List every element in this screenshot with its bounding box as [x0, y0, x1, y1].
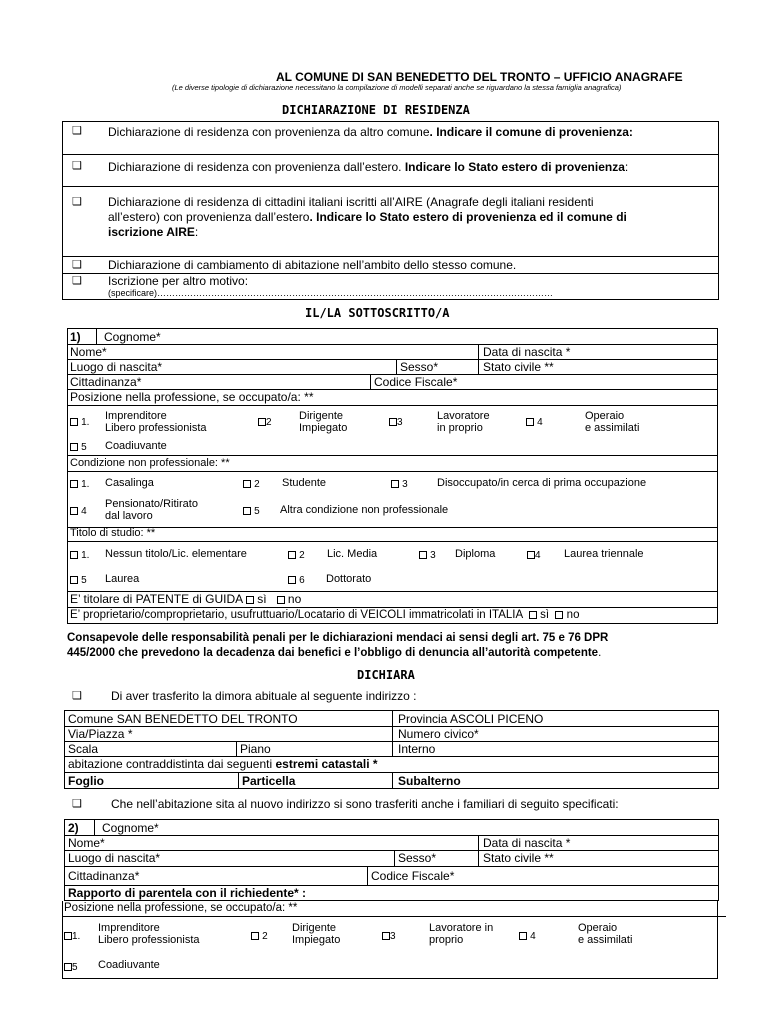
scala-field[interactable]: Scala	[68, 742, 99, 756]
residence-option-3-line1: Dichiarazione di residenza di cittadini italiani iscritti all’AIRE (Anagrafe degli italiani residenti	[108, 195, 594, 209]
prof-option-4[interactable]: 4	[526, 416, 543, 428]
sottoscritto-heading: IL/LA SOTTOSCRITTO/A	[305, 306, 450, 320]
residence-option-4: Dichiarazione di cambiamento di abitazione nell’ambito dello stesso comune.	[108, 258, 517, 272]
residence-option-1-checkbox[interactable]: ❑	[72, 125, 82, 137]
section-title: DICHIARAZIONE DI RESIDENZA	[282, 103, 470, 117]
familiare-data-nascita-field[interactable]: Data di nascita *	[483, 836, 571, 850]
cond-option-4-label: Pensionato/Ritirato dal lavoro	[105, 498, 198, 522]
cond-option-3-label: Disoccupato/in cerca di prima occupazione	[437, 477, 647, 489]
residence-option-1: Dichiarazione di residenza con provenienza da altro comune. Indicare il comune di provenienza:	[108, 125, 633, 139]
nome-field[interactable]: Nome*	[70, 345, 107, 359]
titolo-label: Titolo di studio: **	[70, 527, 156, 539]
familiare-prof-option-4-label: Operaio e assimilati	[578, 922, 633, 946]
dichiara-heading: DICHIARA	[357, 668, 415, 682]
prof-option-5-label: Coadiuvante	[105, 440, 167, 452]
familiare-prof-option-3[interactable]: 3	[382, 930, 396, 942]
familiare-codice-fiscale-field[interactable]: Codice Fiscale*	[371, 869, 455, 883]
form-subtitle: (Le diverse tipologie di dichiarazione necessitano la compilazione di modelli separati anche se riguardano la stessa famiglia anagrafica)	[172, 83, 622, 92]
office-title: AL COMUNE DI SAN BENEDETTO DEL TRONTO – UFFICIO ANAGRAFE	[276, 70, 683, 84]
subalterno-field[interactable]: Subalterno	[398, 774, 461, 788]
prof-option-3[interactable]: 3	[389, 416, 403, 428]
familiare-posizione-label: Posizione nella professione, se occupato/a: **	[64, 902, 298, 914]
familiare-cittadinanza-field[interactable]: Cittadinanza*	[68, 869, 140, 883]
familiare-stato-civile-field[interactable]: Stato civile **	[483, 851, 554, 865]
familiare-nome-field[interactable]: Nome*	[68, 836, 105, 850]
familiare-prof-option-2-label: Dirigente Impiegato	[292, 922, 341, 946]
comune-field: Comune SAN BENEDETTO DEL TRONTO	[68, 712, 298, 726]
studio-option-5-label: Laurea	[105, 573, 140, 585]
studio-option-3[interactable]: 3	[419, 549, 436, 561]
residence-option-2: Dichiarazione di residenza con provenienza dall’estero. Indicare lo Stato estero di provenienza:	[108, 160, 629, 174]
numero-civico-field[interactable]: Numero civico*	[398, 727, 479, 741]
familiare-prof-option-1-label: Imprenditore Libero professionista	[98, 922, 200, 946]
familiare-prof-option-1[interactable]: 1.	[64, 930, 80, 942]
consapevole-line2: 445/2000 che prevedono la decadenza dai benefici e l’obbligo di denuncia all’autorità competente.	[67, 647, 602, 659]
prof-option-5[interactable]: 5	[70, 441, 87, 453]
studio-option-3-label: Diploma	[455, 548, 496, 560]
person-1-table	[67, 328, 718, 624]
codice-fiscale-field[interactable]: Codice Fiscale*	[374, 375, 458, 389]
cond-option-4[interactable]: 4	[70, 505, 87, 517]
cond-option-3[interactable]: 3	[391, 478, 408, 490]
familiari-label: Che nell’abitazione sita al nuovo indirizzo si sono trasferiti anche i familiari di seguito specificati:	[111, 797, 619, 811]
studio-option-2[interactable]: 2	[288, 549, 305, 561]
studio-option-6[interactable]: 6	[288, 574, 305, 586]
residence-option-4-checkbox[interactable]: ❑	[72, 259, 82, 271]
rapporto-parentela-field[interactable]: Rapporto di parentela con il richiedente* :	[68, 886, 307, 900]
studio-option-1[interactable]: 1.	[70, 549, 89, 561]
familiare-sesso-field[interactable]: Sesso*	[398, 851, 437, 865]
via-field[interactable]: Via/Piazza *	[68, 727, 133, 741]
familiare-prof-option-4[interactable]: 4	[519, 930, 536, 942]
person-2-number: 2)	[68, 821, 79, 835]
studio-option-4-label: Laurea triennale	[564, 548, 644, 560]
person-1-number: 1)	[70, 330, 81, 344]
cond-option-2-label: Studente	[282, 477, 327, 489]
trasferito-checkbox[interactable]: ❑	[72, 690, 82, 702]
stato-civile-field[interactable]: Stato civile **	[483, 360, 554, 374]
residence-option-5-checkbox[interactable]: ❑	[72, 275, 82, 287]
familiare-prof-option-3-label: Lavoratore in proprio	[429, 922, 494, 946]
cond-option-5[interactable]: 5	[243, 505, 260, 517]
cond-option-5-label: Altra condizione non professionale	[280, 504, 449, 516]
studio-option-4[interactable]: 4	[527, 549, 541, 561]
cognome-field[interactable]: Cognome*	[104, 330, 161, 344]
catastali-label: abitazione contraddistinta dai seguenti estremi catastali *	[68, 757, 378, 771]
particella-field[interactable]: Particella	[242, 774, 296, 788]
residence-option-2-checkbox[interactable]: ❑	[72, 160, 82, 172]
studio-option-6-label: Dottorato	[326, 573, 372, 585]
sesso-field[interactable]: Sesso*	[400, 360, 439, 374]
consapevole-line1: Consapevole delle responsabilità penali per le dichiarazioni mendaci ai sensi degli art. 75 e 76 DPR	[67, 632, 609, 644]
prof-option-2-label: Dirigente Impiegato	[299, 410, 348, 434]
studio-option-1-label: Nessun titolo/Lic. elementare	[105, 548, 247, 560]
specify-line[interactable]: (specificare)……………………………………………………………………………………………………………………	[108, 288, 554, 298]
familiare-luogo-nascita-field[interactable]: Luogo di nascita*	[68, 851, 161, 865]
posizione-label: Posizione nella professione, se occupato/a: **	[70, 390, 314, 404]
familiari-checkbox[interactable]: ❑	[72, 798, 82, 810]
cittadinanza-field[interactable]: Cittadinanza*	[70, 375, 142, 389]
familiare-cognome-field[interactable]: Cognome*	[102, 821, 159, 835]
foglio-field[interactable]: Foglio	[68, 774, 104, 788]
prof-option-4-label: Operaio e assimilati	[585, 410, 640, 434]
veicoli-si-checkbox[interactable]	[529, 611, 537, 619]
familiare-prof-option-2[interactable]: 2	[251, 930, 268, 942]
cond-option-2[interactable]: 2	[243, 478, 260, 490]
data-nascita-field[interactable]: Data di nascita *	[483, 345, 571, 359]
familiare-prof-option-5-label: Coadiuvante	[98, 959, 160, 971]
luogo-nascita-field[interactable]: Luogo di nascita*	[70, 360, 163, 374]
residence-option-3-checkbox[interactable]: ❑	[72, 196, 82, 208]
cond-option-1[interactable]: 1.	[70, 478, 89, 490]
patente-row: E’ titolare di PATENTE di GUIDA sì no	[70, 592, 302, 606]
residence-option-5: Iscrizione per altro motivo:	[108, 274, 249, 288]
veicoli-no-checkbox[interactable]	[555, 611, 563, 619]
studio-option-2-label: Lic. Media	[327, 548, 378, 560]
provincia-field: Provincia ASCOLI PICENO	[398, 712, 544, 726]
prof-option-2[interactable]: 2	[258, 416, 272, 428]
studio-option-5[interactable]: 5	[70, 574, 87, 586]
trasferito-label: Di aver trasferito la dimora abituale al seguente indirizzo :	[111, 689, 417, 703]
interno-field[interactable]: Interno	[398, 742, 436, 756]
patente-no-checkbox[interactable]	[277, 596, 285, 604]
cond-option-1-label: Casalinga	[105, 477, 154, 489]
residence-option-3-line2: all’estero) con provenienza dall’estero. Indicare lo Stato estero di provenienza ed il comune di	[108, 210, 627, 224]
piano-field[interactable]: Piano	[240, 742, 271, 756]
prof-option-1[interactable]: 1.	[70, 416, 89, 428]
veicoli-row: E’ proprietario/comproprietario, usufruttuario/Locatario di VEICOLI immatricolati in ITALIA sì no	[70, 609, 580, 621]
familiare-prof-option-5[interactable]: 5	[64, 961, 78, 973]
prof-option-1-label: Imprenditore Libero professionista	[105, 410, 207, 434]
residence-option-3-line3: iscrizione AIRE:	[108, 225, 199, 239]
condizione-label: Condizione non professionale: **	[70, 457, 230, 469]
patente-si-checkbox[interactable]	[246, 596, 254, 604]
prof-option-3-label: Lavoratore in proprio	[437, 410, 490, 434]
